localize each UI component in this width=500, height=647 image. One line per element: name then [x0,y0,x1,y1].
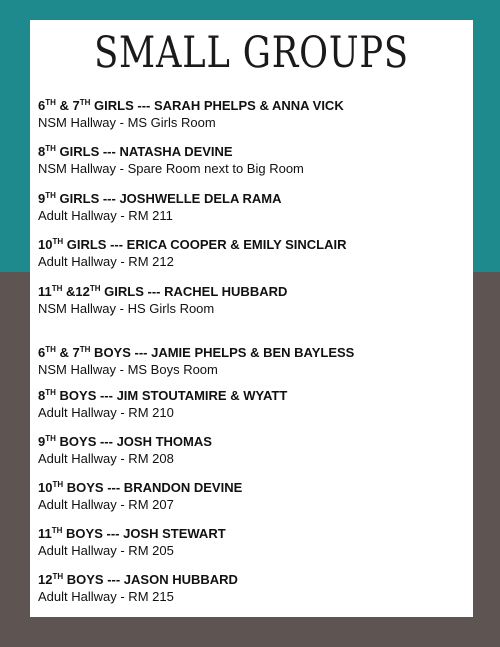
joiner: & [55,345,73,360]
ordinal-suffix: TH [79,345,91,354]
ordinal-suffix: TH [45,434,56,443]
group-entry [38,284,287,317]
group-heading [38,434,212,450]
group-location: Adult Hallway - RM 207 [38,497,174,512]
grade: 8 [38,144,46,159]
group-entry [38,237,347,270]
group-entry [38,480,242,513]
group-heading [38,480,242,496]
group-heading [38,526,226,542]
grade: 11 [38,526,52,541]
grade: 9 [38,434,46,449]
leaders-text: GIRLS --- ERICA COOPER & EMILY SINCLAIR [63,237,347,252]
grade: 12 [38,572,53,587]
group-entry [38,144,304,177]
leaders-text: GIRLS --- NATASHA DEVINE [55,144,233,159]
group-location: NSM Hallway - HS Girls Room [38,301,215,316]
ordinal-suffix: TH [45,144,56,153]
grade: 11 [38,284,52,299]
group-entry [38,191,281,224]
group-location: Adult Hallway - RM 212 [38,254,174,269]
group-heading [38,237,347,253]
group-entry [38,98,344,131]
group-location: NSM Hallway - MS Boys Room [38,362,218,377]
grade: 9 [38,191,46,206]
grade: 8 [38,388,46,403]
group-location: NSM Hallway - MS Girls Room [38,115,216,130]
ordinal-suffix: TH [51,526,63,535]
ordinal-suffix: TH [45,345,56,354]
grade: 6 [38,345,46,360]
ordinal-suffix: TH [45,388,56,397]
group-entry [38,434,212,467]
group-location: Adult Hallway - RM 210 [38,405,174,420]
group-heading [38,191,281,207]
grade: 7 [72,345,80,360]
leaders-text: GIRLS --- SARAH PHELPS & ANNA VICK [90,98,344,113]
group-heading [38,144,304,160]
grade: 6 [38,98,46,113]
group-heading [38,284,287,300]
group-location: NSM Hallway - Spare Room next to Big Room [38,161,304,176]
ordinal-suffix: TH [51,284,63,293]
leaders-text: BOYS --- JIM STOUTAMIRE & WYATT [55,388,288,403]
ordinal-suffix: TH [89,284,101,293]
group-entry [38,388,287,421]
grade: 12 [75,284,90,299]
leaders-text: GIRLS --- JOSHWELLE DELA RAMA [55,191,282,206]
ordinal-suffix: TH [45,191,56,200]
group-location: Adult Hallway - RM 205 [38,543,174,558]
group-heading [38,388,287,404]
group-location: Adult Hallway - RM 215 [38,589,174,604]
ordinal-suffix: TH [52,572,64,581]
group-heading [38,98,344,114]
grade: 10 [38,237,53,252]
grade: 7 [72,98,80,113]
leaders-text: BOYS --- JOSH STEWART [62,526,226,541]
group-entry [38,345,354,378]
ordinal-suffix: TH [79,98,91,107]
group-location: Adult Hallway - RM 211 [38,208,173,223]
group-location: Adult Hallway - RM 208 [38,451,174,466]
leaders-text: BOYS --- BRANDON DEVINE [63,480,243,495]
ordinal-suffix: TH [45,98,56,107]
joiner: & [62,284,76,299]
leaders-text: BOYS --- JAMIE PHELPS & BEN BAYLESS [90,345,355,360]
group-entry [38,572,238,605]
ordinal-suffix: TH [52,237,64,246]
flyer-card [30,20,473,617]
grade: 10 [38,480,53,495]
group-heading [38,572,238,588]
ordinal-suffix: TH [52,480,64,489]
group-heading [38,345,354,361]
page-title: SMALL GROUPS [94,28,409,78]
leaders-text: GIRLS --- RACHEL HUBBARD [100,284,288,299]
leaders-text: BOYS --- JASON HUBBARD [63,572,238,587]
group-entry [38,526,226,559]
joiner: & [55,98,73,113]
leaders-text: BOYS --- JOSH THOMAS [55,434,212,449]
